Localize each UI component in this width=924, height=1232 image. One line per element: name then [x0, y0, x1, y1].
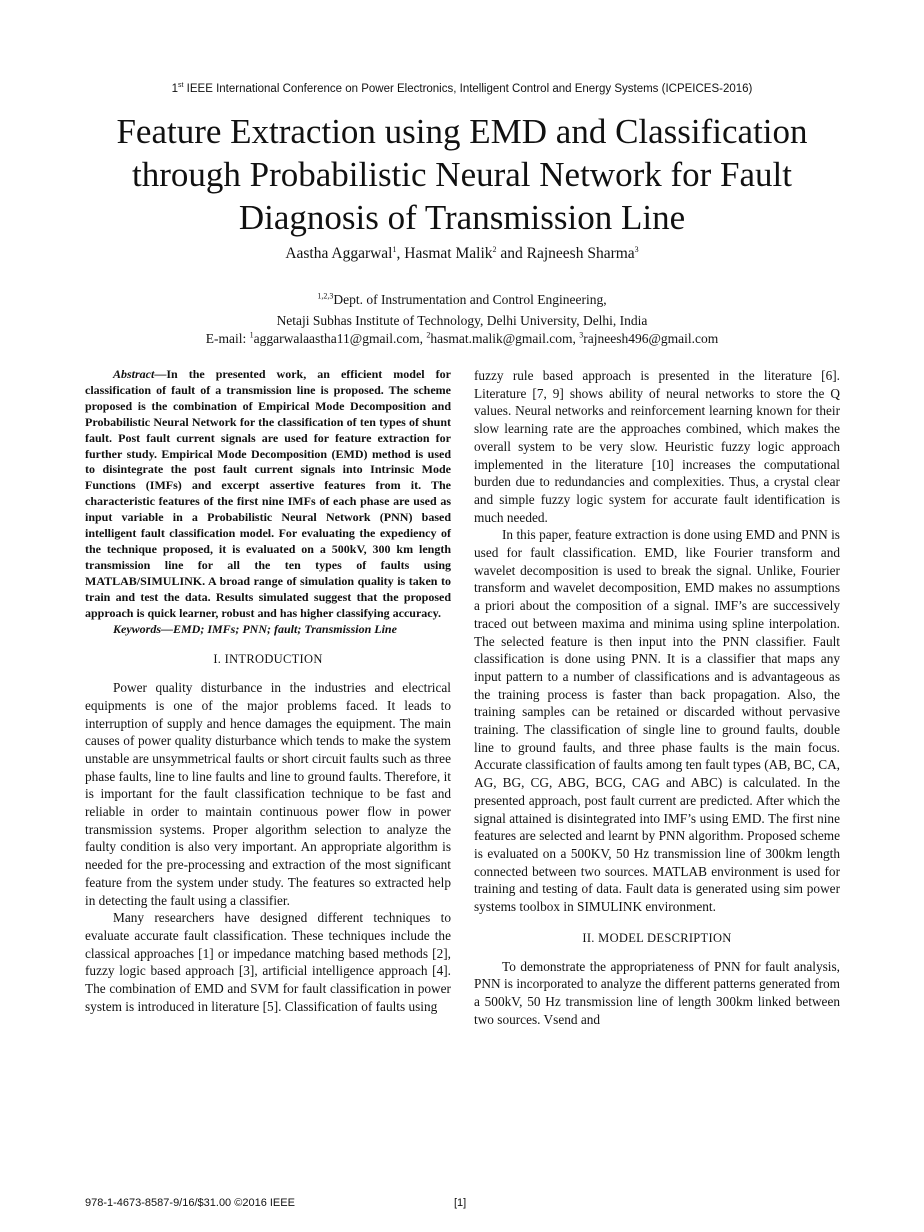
authors: Aastha Aggarwal$^1$, Hasmat Malik$^2$ and Rajneesh Sharma$^3$: [285, 244, 639, 262]
footer-page-number: [1]: [454, 1197, 467, 1209]
affiliation-department: $^{1,2,3}$Dept. of Instrumentation and Control Engineering,: [317, 291, 607, 307]
intro-paragraph-3: fuzzy rule based approach is presented in the literature [6]. Literature [7, 9] shows ability of neural networks to store the Q values. Neural networks and reinforcement learning known for their slow learning rate are the approaches combined, which makes the overall system to be very slow. Heuristic fuzzy logic approach implemented in the literature [10] increases the computational burden due to redundancies and complexities. Thus, a crystal clear and simple fuzzy logic system for accurate fault identification is much needed.: [474, 368, 840, 525]
model-paragraph-1: To demonstrate the appropriateness of PNN for fault analysis, PNN is incorporated to analyze the different patterns generated from a 500kV, 50 Hz transmission line of length 300km linked between two sources. Vsend and: [474, 958, 840, 1027]
paper-title: Feature Extraction using EMD and Classification through Probabilistic Neural Network for Fault Diagnosis of Transmission Line: [116, 112, 808, 237]
intro-paragraph-1: Power quality disturbance in the industries and electrical equipments is one of the major problems faced. It leads to interruption of supply and hence damages the equipment. The main causes of power quality disturbance which tends to make the system unstable are unsymmetrical faults or short circuit faults such as three phase faults, line to line faults and line to ground faults. Therefore, it is important for the fault classification technique to be fast and reliable in order to maintain continuous power flow in power transmission systems. Proper algorithm selection to analyze the faulty condition is also very important. An appropriate algorithm is needed for the pre-processing and extraction of the most significant feature from the system under study. The features so extracted help in detecting the fault using a classifier.: [85, 680, 451, 908]
abstract: Abstract—In the presented work, an efficient model for classification of fault of a transmission line is proposed. The scheme proposed is the combination of Empirical Mode Decomposition and Probabilistic Neural Network for the classification of ten types of shunt fault. Post fault current signals are used for feature extraction for further study. Empirical Mode Decomposition (EMD) method is used to disintegrate the post fault current signals into Intrinsic Mode Functions (IMFs) and excerpt assertive features from it. The characteristic features of the first nine IMFs of each phase are used as input variable in a Probabilistic Neural Network (PNN) based intelligent fault classification model. For evaluating the expediency of the technique proposed, it is evaluated on a 500kV, 300 km length transmission line for all the ten types of faults using MATLAB/SIMULINK. A broad range of simulation quality is taken to train and test the data. Results simulated suggest that the proposed approach is quick learner, robust and has higher classifying accuracy.: [85, 367, 451, 620]
right-column: [474, 367, 840, 1028]
left-column: [85, 367, 451, 1015]
section-heading-introduction: I. INTRODUCTION: [213, 652, 323, 667]
footer-isbn: 978-1-4673-8587-9/16/$31.00 ©2016 IEEE: [85, 1197, 295, 1209]
intro-paragraph-2: Many researchers have designed different techniques to evaluate accurate fault classification. These techniques include the classical approaches [1] or impedance matching based methods [2], fuzzy logic based approach [3], artificial intelligence approach [4]. The combination of EMD and SVM for fault classification in power system is introduced in literature [5]. Classification of faults using: [85, 910, 451, 1014]
affiliation-institute: Netaji Subhas Institute of Technology, Delhi University, Delhi, India: [276, 313, 648, 328]
section-heading-model: II. MODEL DESCRIPTION: [582, 930, 732, 945]
intro-paragraph-4: In this paper, feature extraction is done using EMD and PNN is used for fault classification. EMD, like Fourier transform and wavelet decomposition is used to break the signal. Unlike, Fourier transform and wavelet decomposition, EMD makes no assumptions a priori about the composition of a signal. IMF’s are successively traced out between maxima and minima using spline interpolation. The selected feature is then input into the PNN classifier. Fault classification is done using PNN. It is a classifier that maps any input pattern to a number of classifications and is advantageous as the training process is faster than back propagation. Also, the training samples can be retained or discarded without pervasive training. The classification of single line to ground faults, double line to ground faults, and three phase faults is the main focus. Accurate classification of faults among ten fault types (AB, BC, CA, AG, BG, CG, ABG, BCG, CAG and ABC) is calculated. In the presented approach, post fault current are predicted. After which the signal attained is disintegrated into IMF’s using EMD. The first nine features are selected and learnt by PNN algorithm. Proposed scheme is evaluated on a 500KV, 50 Hz transmission line of 300km length connected between two sources. MATLAB environment is used for training and testing of data. Fault data is generated using sim power systems toolbox in SIMULINK environment.: [474, 527, 840, 915]
keywords: Keywords—EMD; IMFs; PNN; fault; Transmission Line: [113, 621, 397, 636]
conference-header: 1st IEEE International Conference on Power Electronics, Intelligent Control and Energy Systems (ICPEICES-2016): [171, 82, 753, 95]
affiliation-email: E-mail: $^1$aggarwalaastha11@gmail.com, $^2$hasmat.malik@gmail.com, $^3$rajneesh496@gmail.com: [205, 330, 719, 346]
